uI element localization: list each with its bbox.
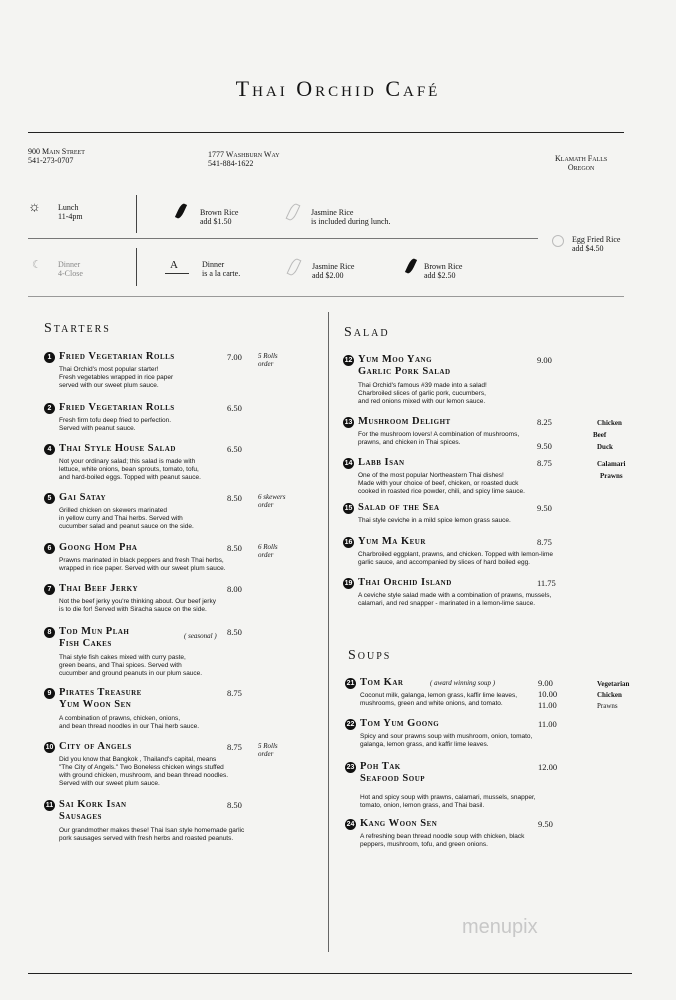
egg-fried-rice-price: add $4.50 (572, 244, 604, 253)
item-note: ( seasonal ) (184, 632, 217, 640)
moon-icon: ☾ (32, 259, 42, 271)
dinner-hours (58, 260, 83, 278)
item-name: Sai Kork Isan Sausages (59, 799, 127, 822)
item-name: Thai Beef Jerky (59, 583, 139, 594)
dinner-brown-rice-name: Brown Rice (424, 262, 463, 271)
dinner-label: Dinner (58, 260, 81, 269)
item-number: 19 (344, 580, 353, 587)
item-description: Not your ordinary salad; this salad is made with lettuce, white onions, bean sprouts, tomato, tofu, and hard-boiled eggs. Topped with peanut sauce. (59, 458, 201, 481)
item-price: 7.00 (227, 352, 242, 362)
item-name: Kang Woon Sen (360, 818, 438, 829)
item-description: Thai style fish cakes mixed with curry paste, green beans, and Thai spices. Served with cucumber and ground peanuts in our plum sauce. (59, 654, 203, 677)
hours-bottom-rule (28, 296, 624, 297)
item-number: 23 (346, 764, 355, 771)
item-name: Gai Satay (59, 492, 107, 503)
page-title: Thai Orchid Café (235, 76, 441, 101)
dinner-jasmine-rice (312, 262, 354, 280)
item-description: A ceviche style salad made with a combination of prawns, mussels, calamari, and red snapper - marinated in a lemon-lime sauce. (358, 592, 552, 607)
item-price: 9.50 (537, 503, 552, 513)
item-name: Labb Isan (358, 457, 405, 468)
lunch-time: 11-4pm (58, 212, 83, 221)
location-3-state: Oregon (567, 163, 595, 172)
footer-rule (28, 973, 632, 974)
divider (136, 195, 137, 233)
item-price: 9.50 (538, 819, 553, 829)
item-name: Yum Moo Yang Garlic Pork Salad (358, 354, 451, 377)
dinner-alacarte (202, 260, 240, 278)
item-number: 24 (346, 821, 355, 828)
item-description: Thai Orchid's most popular starter! Fresh vegetables wrapped in rice paper served with our sweet plum sauce. (59, 366, 174, 389)
location-2 (208, 150, 280, 168)
soups-heading: Soups (348, 648, 392, 663)
item-description: Coconut milk, galanga, lemon grass, kaffir lime leaves, mushrooms, green and white onions, and tomato. (360, 692, 518, 707)
item-name: Tod Mun Plah Fish Cakes (59, 626, 130, 649)
item-note: 6 Rolls order (258, 543, 278, 559)
item-number: 8 (44, 627, 55, 638)
starters-heading: Starters (44, 321, 111, 336)
item-description: Hot and spicy soup with prawns, calamari, mussels, snapper, tomato, onion, lemon grass, and Thai basil. (360, 794, 536, 809)
location-1 (28, 147, 85, 165)
item-name: Thai Orchid Island (358, 577, 452, 588)
item-number: 12 (344, 357, 353, 364)
item-description: Our grandmother makes these! Thai Isan style homemade garlic pork sausages served with fresh herbs and roasted peanuts. (59, 827, 245, 842)
jasmine-rice-icon (286, 202, 301, 222)
item-price: 11.00 (538, 700, 557, 710)
dinner-jasmine-rice-price: add $2.00 (312, 271, 344, 280)
item-description: Thai style ceviche in a mild spice lemon grass sauce. (358, 517, 511, 524)
item-number: 1 (44, 352, 55, 363)
item-number: 11 (45, 802, 54, 809)
dinner-jasmine-rice-name: Jasmine Rice (312, 262, 355, 271)
item-name: City of Angels (59, 741, 132, 752)
dinner-time: 4-Close (58, 269, 83, 278)
item-price: 8.50 (227, 543, 242, 553)
plate-line (165, 273, 189, 274)
item-price: 9.00 (538, 678, 553, 688)
lunch-label: Lunch (58, 203, 79, 212)
item-name: Fried Vegetarian Rolls (59, 402, 175, 413)
item-price: 6.50 (227, 444, 242, 454)
item-description: Spicy and sour prawns soup with mushroom, onion, tomato, galanga, lemon grass, and kaffir lime leaves. (360, 733, 533, 748)
item-price: 8.50 (227, 493, 242, 503)
divider (136, 248, 137, 286)
item-number: 13 (344, 419, 353, 426)
sun-icon: ☼ (28, 200, 41, 215)
item-name: Goong Hom Pha (59, 542, 138, 553)
location-3-city: Klamath Falls (555, 154, 608, 163)
watermark: menupix (462, 916, 538, 938)
item-number: 22 (346, 721, 355, 728)
item-note: ( award winning soup ) (430, 679, 496, 687)
item-name: Thai Style House Salad (59, 443, 176, 454)
item-price: 8.50 (227, 800, 242, 810)
lunch-brown-rice (200, 208, 238, 226)
item-price: 8.75 (537, 458, 552, 468)
location-1-street: 900 Main Street (28, 147, 85, 156)
item-number: 16 (344, 539, 353, 546)
item-number: 10 (45, 744, 54, 751)
item-number: 4 (44, 444, 55, 455)
item-price: 11.00 (538, 719, 557, 729)
item-description: Did you know that Bangkok , Thailand's capital, means "The City of Angels." Two Boneless chicken wings stuffed with ground chicken, mushroom, and bean thread noodles. Served with our sweet plum sauce. (59, 756, 229, 787)
item-note: 5 Rolls order (258, 352, 278, 368)
lunch-hours (58, 203, 83, 221)
item-price: 8.75 (537, 537, 552, 547)
item-name: Pirates Treasure Yum Woon Sen (59, 687, 142, 710)
dinner-alacarte-line2: is a la carte. (202, 269, 241, 278)
item-description: For the mushroom lovers! A combination of mushrooms, prawns, and chicken in Thai spices. (358, 431, 520, 446)
item-name: Poh Tak Seafood Soup (360, 761, 426, 784)
item-number: 6 (44, 543, 55, 554)
item-price: 11.75 (537, 578, 556, 588)
protein-option: Chicken (597, 691, 622, 699)
protein-option: Duck (597, 443, 613, 451)
jasmine-rice-icon (287, 257, 302, 277)
item-description: One of the most popular Northeastern Thai dishes! Made with your choice of beef, chicken, or roasted duck cooked in roasted rice powder, chili, and spicy lime sauce. (358, 472, 525, 495)
location-2-phone: 541-884-1622 (208, 159, 254, 168)
protein-option: Vegetarian (597, 680, 630, 688)
brown-rice-icon (175, 202, 187, 219)
lunch-brown-rice-price: add $1.50 (200, 217, 232, 226)
item-description: Thai Orchid's famous #39 made into a salad! Charbroiled slices of garlic pork, cucumbers, and red onions mixed with our lemon sauce. (358, 382, 487, 405)
item-name: Fried Vegetarian Rolls (59, 351, 175, 362)
item-number: 7 (44, 584, 55, 595)
dinner-brown-rice-price: add $2.50 (424, 271, 456, 280)
egg-fried-rice-name: Egg Fried Rice (572, 235, 621, 244)
protein-option: Chicken (597, 419, 622, 427)
salad-heading: Salad (344, 325, 390, 340)
item-price: 6.50 (227, 403, 242, 413)
item-price: 8.50 (227, 627, 242, 637)
item-name: Yum Ma Keur (358, 536, 426, 547)
item-price: 9.00 (537, 355, 552, 365)
location-3 (555, 154, 607, 172)
item-description: A combination of prawns, chicken, onions, and bean thread noodles in our Thai herb sauce. (59, 715, 200, 730)
lunch-jasmine-rice-note: is included during lunch. (311, 217, 391, 226)
column-divider (328, 312, 329, 952)
item-note: 6 skewers order (258, 493, 286, 509)
lunch-brown-rice-name: Brown Rice (200, 208, 239, 217)
protein-option: Beef (593, 431, 607, 439)
location-1-phone: 541-273-0707 (28, 156, 74, 165)
item-number: 9 (44, 688, 55, 699)
protein-option: Prawns (597, 702, 618, 710)
header-rule (28, 132, 624, 133)
item-name: Tom Yum Goong (360, 718, 440, 729)
item-price: 8.25 (537, 417, 552, 427)
item-name: Tom Kar (360, 677, 404, 688)
item-description: Not the beef jerky you're thinking about. Our beef jerky is to die for! Served with Siracha sauce on the side. (59, 598, 216, 613)
dinner-brown-rice (424, 262, 462, 280)
dinner-alacarte-line1: Dinner (202, 260, 225, 269)
item-price: 8.75 (227, 688, 242, 698)
location-2-street: 1777 Washburn Way (208, 150, 280, 159)
egg-icon (552, 235, 564, 247)
item-price: 12.00 (538, 762, 558, 772)
item-number: 2 (44, 403, 55, 414)
egg-fried-rice (572, 235, 620, 253)
item-description: Grilled chicken on skewers marinated in yellow curry and Thai herbs. Served with cucumber salad and peanut sauce on the side. (59, 507, 194, 530)
item-number: 14 (344, 460, 353, 467)
item-name: Salad of the Sea (358, 502, 440, 513)
plate-icon: A (170, 259, 178, 271)
item-number: 5 (44, 493, 55, 504)
protein-option: Prawns (600, 472, 623, 480)
item-number: 21 (346, 680, 355, 687)
lunch-jasmine-rice-name: Jasmine Rice (311, 208, 354, 217)
item-price: 10.00 (538, 689, 558, 699)
item-price: 8.00 (227, 584, 242, 594)
item-number: 15 (344, 505, 353, 512)
hours-divider (28, 238, 538, 239)
brown-rice-icon (405, 257, 417, 274)
item-note: 5 Rolls order (258, 742, 278, 758)
item-description: A refreshing bean thread noodle soup with chicken, black peppers, mushroom, tofu, and green onions. (360, 833, 525, 848)
item-name: Mushroom Delight (358, 416, 451, 427)
item-description: Prawns marinated in black peppers and fresh Thai herbs, wrapped in rice paper. Served with our sweet plum sauce. (59, 557, 226, 572)
protein-option: Calamari (597, 460, 626, 468)
item-description: Charbroiled eggplant, prawns, and chicken. Topped with lemon-lime garlic sauce, and accompanied by slices of hard boiled egg. (358, 551, 553, 566)
lunch-jasmine-rice (311, 208, 391, 226)
item-description: Fresh firm tofu deep fried to perfection. Served with peanut sauce. (59, 417, 171, 432)
item-price: 8.75 (227, 742, 242, 752)
item-price: 9.50 (537, 441, 552, 451)
